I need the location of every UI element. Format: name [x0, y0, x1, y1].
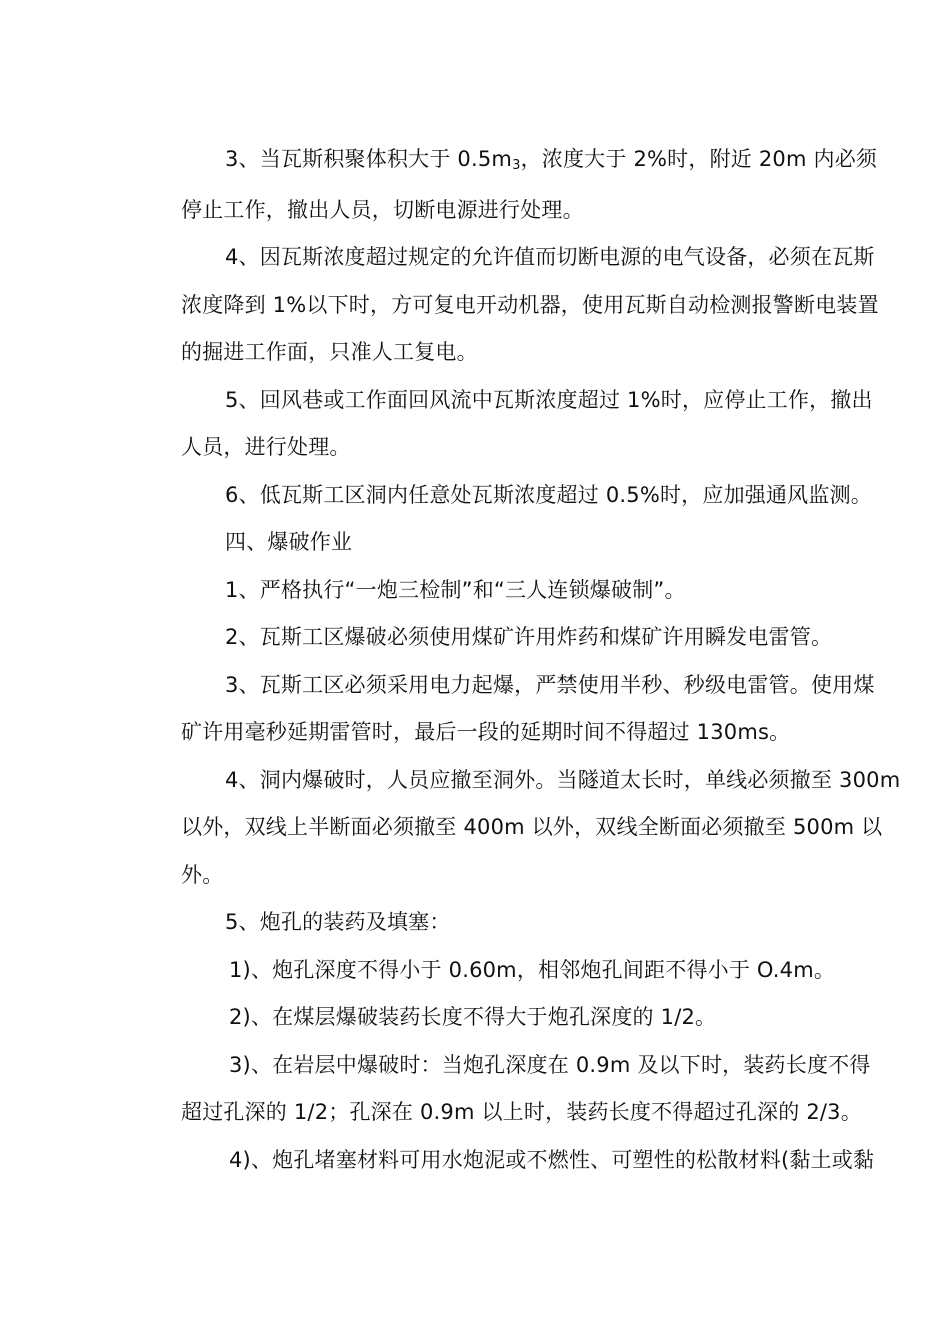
paragraph-return-airway — [137, 377, 873, 472]
text-line: 4)、炮孔堵塞材料可用水炮泥或不燃性、可塑性的松散材料(黏土或黏 — [229, 1147, 875, 1172]
text-line — [137, 136, 878, 187]
section-heading-blasting — [137, 519, 860, 567]
text-line: 4、洞内爆破时，人员应撤至洞外。当隧道太长时，单线必须撤至 300m — [225, 767, 901, 792]
subscript-text: 3 — [512, 158, 521, 173]
text-segment: 3、当瓦斯积聚体积大于 0.5m — [225, 147, 513, 171]
text-line: 3、瓦斯工区必须采用电力起爆，严禁使用半秒、秒级电雷管。使用煤 — [225, 672, 875, 697]
text-line: 四、爆破作业 — [225, 530, 353, 554]
text-line: 2、瓦斯工区爆破必须使用煤矿许用炸药和煤矿许用瞬发电雷管。 — [225, 625, 833, 649]
paragraph-power-cutoff — [137, 234, 879, 377]
paragraph-blasting-rule-5 — [137, 899, 860, 947]
paragraph-blasting-rule-3 — [137, 662, 875, 757]
text-line: 4、因瓦斯浓度超过规定的允许值而切断电源的电气设备，必须在瓦斯 — [225, 245, 875, 269]
text-line: 以外，双线上半断面必须撤至 400m 以外，双线全断面必须撤至 500m 以 — [181, 815, 883, 839]
text-line: 外。 — [181, 862, 224, 887]
text-line: 6、低瓦斯工区洞内任意处瓦斯浓度超过 0.5%时，应加强通风监测。 — [225, 482, 872, 507]
text-line: 1、严格执行“一炮三检制”和“三人连锁爆破制”。 — [225, 577, 686, 602]
paragraph-blasting-rule-2 — [137, 614, 860, 662]
text-line: 5、回风巷或工作面回风流中瓦斯浓度超过 1%时，应停止工作，撤出 — [225, 387, 873, 412]
text-segment: ，浓度大于 2%时，附近 20m 内必须 — [520, 147, 878, 171]
paragraph-blasting-rule-1 — [137, 567, 860, 615]
text-line: 矿许用毫秒延期雷管时，最后一段的延期时间不得超过 130ms。 — [181, 720, 791, 744]
text-line: 人员，进行处理。 — [181, 435, 351, 459]
subitem-1 — [137, 947, 860, 995]
paragraph-low-gas-zone — [137, 472, 872, 520]
text-line: 超过孔深的 1/2；孔深在 0.9m 以上时，装药长度不得超过孔深的 2/3。 — [181, 1100, 862, 1124]
document-body — [137, 136, 901, 1184]
subitem-3 — [137, 1042, 871, 1137]
paragraph-gas-volume — [137, 136, 878, 234]
subitem-4 — [137, 1137, 875, 1185]
text-line: 停止工作，撤出人员，切断电源进行处理。 — [181, 197, 584, 222]
paragraph-blasting-rule-4 — [137, 757, 901, 900]
text-line: 3)、在岩层中爆破时：当炮孔深度在 0.9m 及以下时，装药长度不得 — [229, 1052, 871, 1077]
text-line: 1)、炮孔深度不得小于 0.60m，相邻炮孔间距不得小于 O.4m。 — [229, 957, 836, 982]
text-line: 的掘进工作面，只准人工复电。 — [181, 340, 478, 364]
subitem-2 — [137, 994, 860, 1042]
text-line: 5、炮孔的装药及填塞： — [225, 910, 451, 934]
text-line: 2)、在煤层爆破装药长度不得大于炮孔深度的 1/2。 — [229, 1005, 717, 1029]
text-line: 浓度降到 1%以下时，方可复电开动机器，使用瓦斯自动检测报警断电装置 — [181, 292, 879, 317]
